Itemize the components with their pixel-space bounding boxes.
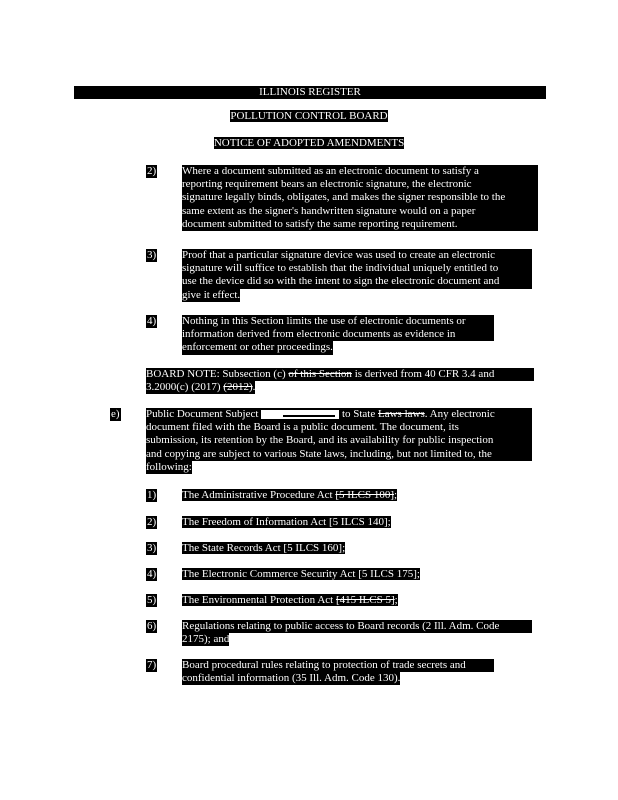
text-line: same extent as the signer's handwritten signature would on a paper [182, 205, 538, 218]
section-e-text [146, 408, 532, 474]
board-note-line [146, 368, 534, 381]
text-line: document submitted to satisfy the same reporting requirement. [182, 218, 538, 231]
strikeout: Laws laws [378, 408, 425, 420]
law-number: 7) [147, 659, 157, 671]
item-2-text [182, 165, 538, 231]
law-tail: ; [342, 542, 346, 554]
board-title: POLLUTION CONTROL BOARD [230, 110, 388, 122]
text: Public Document Subject [146, 408, 262, 420]
law-citation: [5 ILCS 140] [328, 516, 388, 528]
register-title: ILLINOIS REGISTER [74, 86, 546, 99]
redaction-bar [283, 415, 335, 417]
redaction-mark [261, 410, 339, 419]
law-number: 5) [147, 594, 157, 606]
board-header [0, 110, 618, 123]
item-number: 4) [147, 315, 157, 327]
notice-header [0, 137, 618, 150]
law-citation: [5 ILCS 100] [335, 489, 395, 501]
law-name: The Environmental Protection Act [182, 594, 336, 606]
law-name: The Freedom of Information Act [182, 516, 329, 528]
note-text: 3.2000(c) (2017) [146, 381, 224, 394]
note-text: is derived from 40 CFR 3.4 and [351, 368, 495, 380]
law-item-6 [182, 620, 532, 646]
law-item-7 [182, 659, 494, 685]
law-citation: [5 ILCS 175] [358, 568, 417, 580]
text-line: Proof that a particular signature device was used to create an electronic [182, 249, 532, 262]
text-line: submission, its retention by the Board, and its availability for public inspection [146, 434, 532, 447]
text-line: enforcement or other proceedings. [182, 341, 333, 354]
section-e-first-line [146, 408, 532, 421]
law-name: The Administrative Procedure Act [182, 489, 336, 501]
law-item-4 [182, 568, 420, 581]
notice-title: NOTICE OF ADOPTED AMENDMENTS [213, 137, 405, 149]
text: to State [339, 408, 378, 420]
text-line: signature legally binds, obligates, and makes the signer responsible to the [182, 191, 538, 204]
board-note [146, 368, 534, 394]
text-line: Regulations relating to public access to Board records (2 Ill. Adm. Code [182, 620, 532, 633]
text-line: confidential information (35 Ill. Adm. Code 130). [182, 672, 401, 685]
law-item-3 [182, 542, 345, 555]
law-tail: ; [387, 516, 391, 528]
law-tail: ; [394, 489, 398, 501]
law-number: 6) [147, 620, 157, 632]
text-line: Where a document submitted as an electronic document to satisfy a [182, 165, 538, 178]
item-number: 3) [147, 249, 157, 261]
law-name: The State Records Act [182, 542, 284, 554]
item-number: 2) [147, 165, 157, 177]
law-line [182, 489, 397, 501]
law-number: 3) [147, 542, 157, 554]
note-strikeout: (2012) [223, 381, 253, 394]
law-number: 1) [147, 489, 157, 501]
law-tail: ; [416, 568, 420, 580]
item-3-text [182, 249, 532, 302]
law-name: The Electronic Commerce Security Act [182, 568, 359, 580]
law-item-2 [182, 516, 391, 529]
law-item-1 [182, 489, 397, 502]
law-tail: ; [394, 594, 398, 606]
section-letter: e) [111, 408, 120, 420]
text: . Any electronic [424, 408, 495, 420]
law-line [182, 516, 391, 528]
law-line [182, 568, 420, 580]
law-citation: [5 ILCS 160] [283, 542, 343, 554]
text-line: Board procedural rules relating to protection of trade secrets and [182, 659, 494, 672]
board-note-line [146, 381, 255, 394]
text-line: document filed with the Board is a public document. The document, its [146, 421, 532, 434]
text-line: give it effect. [182, 288, 241, 301]
text-line: and copying are subject to various State laws, including, but not limited to, the [146, 448, 532, 461]
note-text: BOARD NOTE: Subsection (c) [146, 368, 289, 380]
note-strikeout: of this Section [288, 368, 352, 380]
text-line: use the device did so with the intent to sign the electronic document and [182, 275, 532, 288]
text-line: Nothing in this Section limits the use of electronic documents or [182, 315, 494, 328]
register-header-bar [74, 86, 546, 99]
text-line: information derived from electronic documents as evidence in [182, 328, 494, 341]
law-line [182, 542, 345, 554]
text-line: following: [146, 460, 192, 473]
note-text: . [252, 381, 256, 394]
law-number: 2) [147, 516, 157, 528]
text-line: 2175); and [182, 633, 230, 646]
item-4-text [182, 315, 494, 355]
law-item-5 [182, 594, 398, 607]
law-line [182, 594, 398, 606]
text-line: signature will suffice to establish that the individual uniquely entitled to [182, 262, 532, 275]
text-line: reporting requirement bears an electronic signature, the electronic [182, 178, 538, 191]
law-number: 4) [147, 568, 157, 580]
law-citation: [415 ILCS 5] [335, 594, 395, 606]
